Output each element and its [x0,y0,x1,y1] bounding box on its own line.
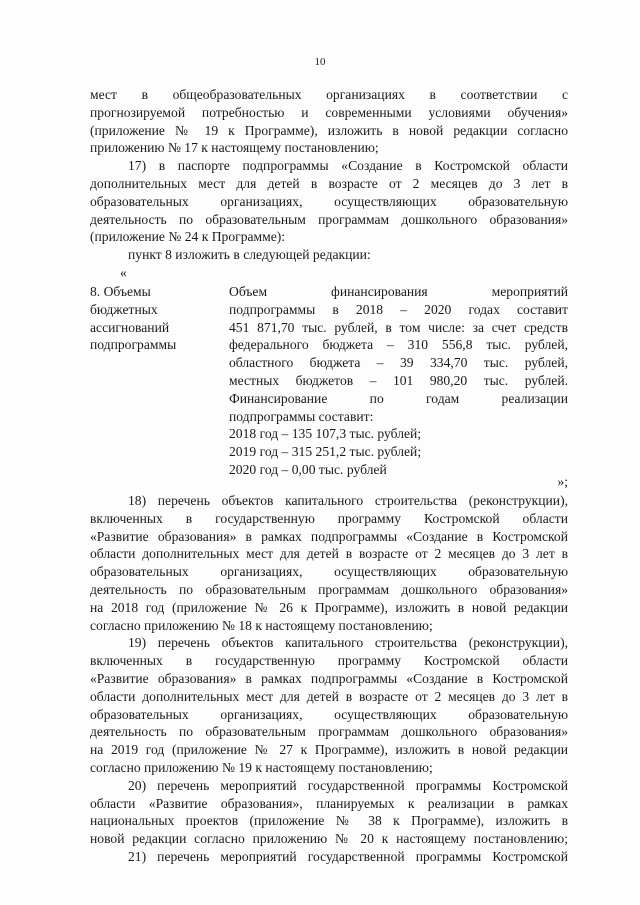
closing-quote: »; [557,474,568,489]
text-line: включенных в государственную программу Костромской области [90,653,568,669]
page-number: 10 [314,56,326,68]
text-line: области дополнительных мест для детей в возрасте от 2 месяцев до 3 лет в [90,688,568,704]
text-line: 451 871,70 тыс. рублей, в том числе: за счет средств [229,319,568,335]
text-line: включенных в государственную программу Костромской области [90,510,568,526]
text-line: Объем финансирования мероприятий [229,284,568,299]
text-line: 2019 год – 315 251,2 тыс. рублей; [229,444,422,460]
text-line: Финансирование по годам реализации [229,390,568,406]
text-block-lower [90,492,568,866]
text-line: деятельность по образовательным программам дошкольного образования» [90,211,568,227]
text-line: «Развитие образования» в рамках подпрограммы «Создание в Костромской [90,528,568,544]
text-line: дополнительных мест для детей в возрасте от 2 месяцев до 3 лет в [90,175,568,191]
text-line: федерального бюджета – 310 556,8 тыс. рублей, [229,337,568,353]
text-line: 20) перечень мероприятий государственной программы Костромской [128,777,568,793]
text-line: образовательных организациях, осуществляющих образовательную [90,193,568,209]
text-block-upper [90,86,568,282]
text-line: (приложение № 24 к Программе): [90,229,286,245]
text-line: 17) в паспорте подпрограммы «Создание в Костромской области [128,158,568,174]
text-line: местных бюджетов – 101 980,20 тыс. рублей. [229,372,568,388]
text-line: на 2019 год (приложение № 27 к Программе), изложить в новой редакции [90,742,568,758]
text-line: 18) перечень объектов капитального строительства (реконструкции), [128,493,568,508]
text-line: « [120,264,127,280]
text-line: на 2018 год (приложение № 26 к Программе), изложить в новой редакции [90,599,568,615]
text-line: «Развитие образования» в рамках подпрограммы «Создание в Костромской [90,670,568,686]
table-label-line: 8. Объемы [90,284,151,299]
text-line: подпрограммы составит: [229,408,374,424]
table-left-cell [90,283,210,354]
text-line: области «Развитие образования», планируемых к реализации в рамках [90,795,568,811]
text-line: подпрограммы в 2018 – 2020 годах составит [229,301,568,317]
text-line: прогнозируемой потребностью и современными условиями обучения» [90,104,568,120]
text-line: области дополнительных мест для детей в возрасте от 2 месяцев до 3 лет в [90,546,568,562]
text-line: пункт 8 изложить в следующей редакции: [128,247,371,263]
table-right-cell [229,283,568,479]
text-line: деятельность по образовательным программам дошкольного образования» [90,581,568,597]
text-line: новой редакции согласно приложению № 20 к настоящему постановлению; [90,831,568,847]
text-line: областного бюджета – 39 334,70 тыс. рублей, [229,355,568,371]
text-line: 21) перечень мероприятий государственной программы Костромской [128,848,568,864]
table-label-line: бюджетных [90,301,158,317]
text-line: (приложение № 19 к Программе), изложить в новой редакции согласно [90,122,568,138]
table-label-line: ассигнований [90,319,170,335]
text-line: 19) перечень объектов капитального строительства (реконструкции), [128,635,568,651]
text-line: образовательных организациях, осуществляющих образовательную [90,706,568,722]
text-line: согласно приложению № 19 к настоящему постановлению; [90,759,433,775]
text-line: 2020 год – 0,00 тыс. рублей [229,461,387,477]
text-line: согласно приложению № 18 к настоящему постановлению; [90,617,433,633]
table-label-line: подпрограммы [90,337,177,353]
text-line: образовательных организациях, осуществляющих образовательную [90,564,568,580]
text-line: национальных проектов (приложение № 38 к Программе), изложить в [90,813,568,829]
text-line: 2018 год – 135 107,3 тыс. рублей; [229,426,422,442]
text-line: приложению № 17 к настоящему постановлению; [90,140,379,156]
text-line: деятельность по образовательным программам дошкольного образования» [90,724,568,740]
text-line: мест в общеобразовательных организациях в соответствии с [90,87,568,102]
